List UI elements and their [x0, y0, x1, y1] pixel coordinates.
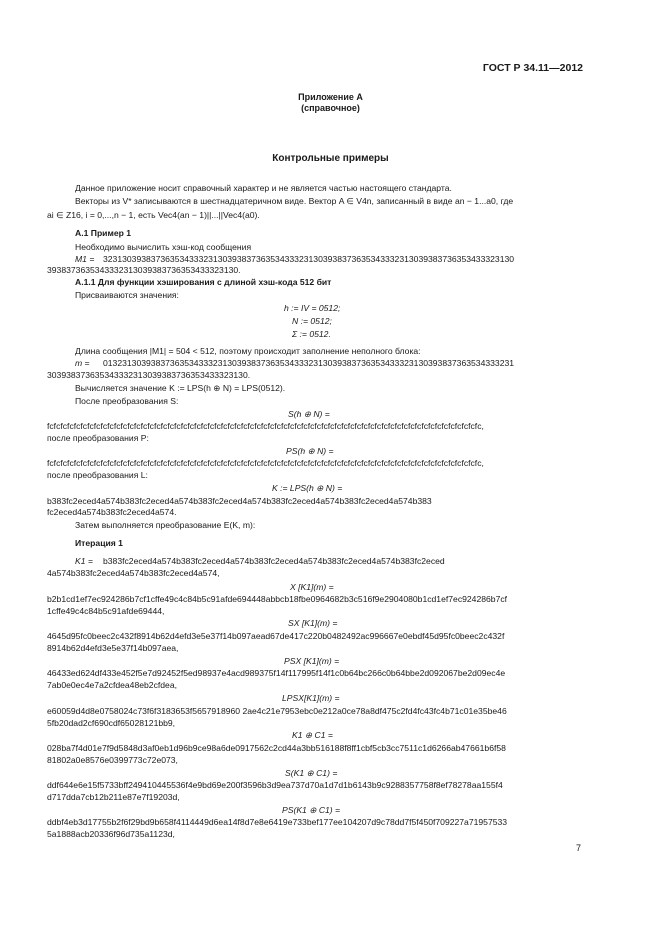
intro-paragraph-2b: ai ∈ Z16, i = 0,...,n − 1, есть Vec4(an − 1)||...||Vec4(a0). — [47, 210, 260, 220]
s-value: fcfcfcfcfcfcfcfcfcfcfcfcfcfcfcfcfcfcfcfcfcfcfcfcfcfcfcfcfcfcfcfcfcfcfcfcfcfcfcfcfcfcfcfcfcfcfcfcfcfcfcfcfcfcfcfcfcfcfcfcfcfcfcfcfc, — [47, 421, 484, 431]
after-s-text: После преобразования S: — [75, 396, 179, 406]
k1-label: K1 = — [75, 556, 93, 566]
appendix-title: Приложение А — [298, 92, 363, 102]
standard-header: ГОСТ Р 34.11—2012 — [482, 62, 583, 74]
page-number: 7 — [575, 843, 581, 853]
m1-value-line1: 32313039383736353433323130393837363534333231303938373635343332313039383736353433323130 — [103, 254, 515, 264]
intro-paragraph-1: Данное приложение носит справочный характер и не является частью настоящего стандарта. — [75, 183, 452, 193]
s-k1-c1-value-line2: d717dda7cb12b211e87e7f19203d, — [47, 792, 180, 802]
ps-expression: PS(h ⊕ N) = — [286, 446, 334, 456]
assign-text: Присваиваются значения: — [75, 290, 179, 300]
x-value-line1: b2b1cd1ef7ec924286b7cf1cffe49c4c84b5c91afde694448abbcb18fbe0964682b3c516f9e2904080b1cd1ef7ec924286b7cf — [47, 594, 508, 604]
m-value-line1: 01323130393837363534333231303938373635343332313039383736353433323130393837363534333231 — [103, 358, 515, 368]
assign-sigma: Σ := 0512. — [292, 329, 331, 339]
m1-value-line2: 393837363534333231303938373635343332313​0. — [47, 265, 241, 275]
k-value-line2: fc2eced4a574b383fc2eced4a574. — [47, 507, 177, 517]
after-l-text: после преобразования L: — [47, 470, 148, 480]
x-value-line2: 1cffe49c4c84b5c91afde69444, — [47, 606, 165, 616]
s-k1-c1-value-line1: ddf644e6e15f5733bff249410445536f4e9bd69e200f3596b3d9ea737d70a1d7d1b6143b9c9288357758f8ef78278aa155f4 — [47, 780, 503, 790]
sx-value-line1: 4645d95fc0beec2c432f8914b62d4efd3e5e37f14b097aead67de417c220b0482492ac996667e0ebdf45d95fc0beec2c432f — [47, 631, 505, 641]
after-p-text: после преобразования P: — [47, 433, 149, 443]
k1-value-line1: b383fc2eced4a574b383fc2eced4a574b383fc2eced4a574b383fc2eced4a574b383fc2eced — [103, 556, 445, 566]
k-value-line1: b383fc2eced4a574b383fc2eced4a574b383fc2eced4a574b383fc2eced4a574b383fc2eced4a574b383 — [47, 496, 432, 506]
m1-label: M1 = — [75, 254, 95, 264]
ps-value: fcfcfcfcfcfcfcfcfcfcfcfcfcfcfcfcfcfcfcfcfcfcfcfcfcfcfcfcfcfcfcfcfcfcfcfcfcfcfcfcfcfcfcfcfcfcfcfcfcfcfcfcfcfcfcfcfcfcfcfcfcfcfcfcfc, — [47, 458, 484, 468]
psx-expression: PSX [K1](m) = — [284, 656, 340, 666]
ps-k1-c1-value-line2: 5a1888acb20336f96d735a1123d, — [47, 829, 175, 839]
example-heading: А.1 Пример 1 — [75, 228, 132, 238]
m-label: m = — [75, 358, 90, 368]
assign-n: N := 0512; — [292, 316, 332, 326]
s-k1-c1-expression: S(K1 ⊕ C1) = — [285, 768, 338, 778]
k1-xor-c1-expression: K1 ⊕ C1 = — [292, 730, 333, 740]
lpsx-expression: LPSX[K1](m) = — [282, 693, 340, 703]
example-text: Необходимо вычислить хэш-код сообщения — [75, 242, 252, 252]
appendix-subtitle: (справочное) — [301, 103, 360, 113]
k1-xor-c1-value-line2: 81802a0e8576e0399773c72e073, — [47, 755, 178, 765]
k-expression: K := LPS(h ⊕ N) = — [272, 483, 343, 493]
psx-value-line1: 46433ed624df433e452f5e7d92452f5ed98937e4acd989375f14f117995f14f1c0b64bc266c0b64bbe2d092067be2d09ec4e — [47, 668, 506, 678]
iteration-heading: Итерация 1 — [75, 538, 123, 548]
sx-expression: SX [K1](m) = — [288, 618, 338, 628]
k1-xor-c1-value-line1: 028ba7f4d01e7f9d5848d3af0eb1d96b9ce98a6de0917562c2cd44a3bb516188f8ff1cbf5cb3cc7511c1d6266ab47661b6f58 — [47, 743, 506, 753]
ps-k1-c1-value-line1: ddbf4eb3d17755b2f6f29bd9b658f4114449d6ea14f8d7e8e6419e733bef177ee104207d9c78dd7f5f450f709227a71957533 — [47, 817, 508, 827]
section-title: Контрольные примеры — [272, 153, 389, 164]
compute-k-text: Вычисляется значение K := LPS(h ⊕ N) = LPS(0512). — [75, 383, 286, 393]
lpsx-value-line1: e60059d4d8e0758024c73f6f3183653f5657918960 2ae4c21e7953ebc0e212a0ce78a8df475c2fd4fc43fc4b71c01e35be46 — [47, 706, 507, 716]
psx-value-line2: 7ab0e0ec4e7a2cfdea48eb2cfdea, — [47, 680, 177, 690]
m-value-line2: 30393837363534333231303938373635343332313​0. — [47, 370, 251, 380]
s-expression: S(h ⊕ N) = — [288, 409, 330, 419]
intro-paragraph-2a: Векторы из V* записываются в шестнадцатеричном виде. Вектор A ∈ V4n, записанный в виде an − 1...a0, где — [75, 196, 514, 206]
length-text: Длина сообщения |M1| = 504 < 512, поэтому происходит заполнение неполного блока: — [75, 346, 421, 356]
x-expression: X [K1](m) = — [290, 582, 334, 592]
k1-value-line2: 4a574b383fc2eced4a574b383fc2eced4a574, — [47, 568, 220, 578]
assign-h: h := IV = 0512; — [284, 303, 341, 313]
sx-value-line2: 8914b62d4efd3e5e37f14b097aea, — [47, 643, 179, 653]
ps-k1-c1-expression: PS(K1 ⊕ C1) = — [282, 805, 341, 815]
then-e-text: Затем выполняется преобразование E(K, m): — [75, 520, 256, 530]
lpsx-value-line2: 5fb20dad2cf690cdf65028121bb9, — [47, 718, 176, 728]
subsection-heading: А.1.1 Для функции хэширования с длиной хэш-кода 512 бит — [75, 277, 332, 287]
